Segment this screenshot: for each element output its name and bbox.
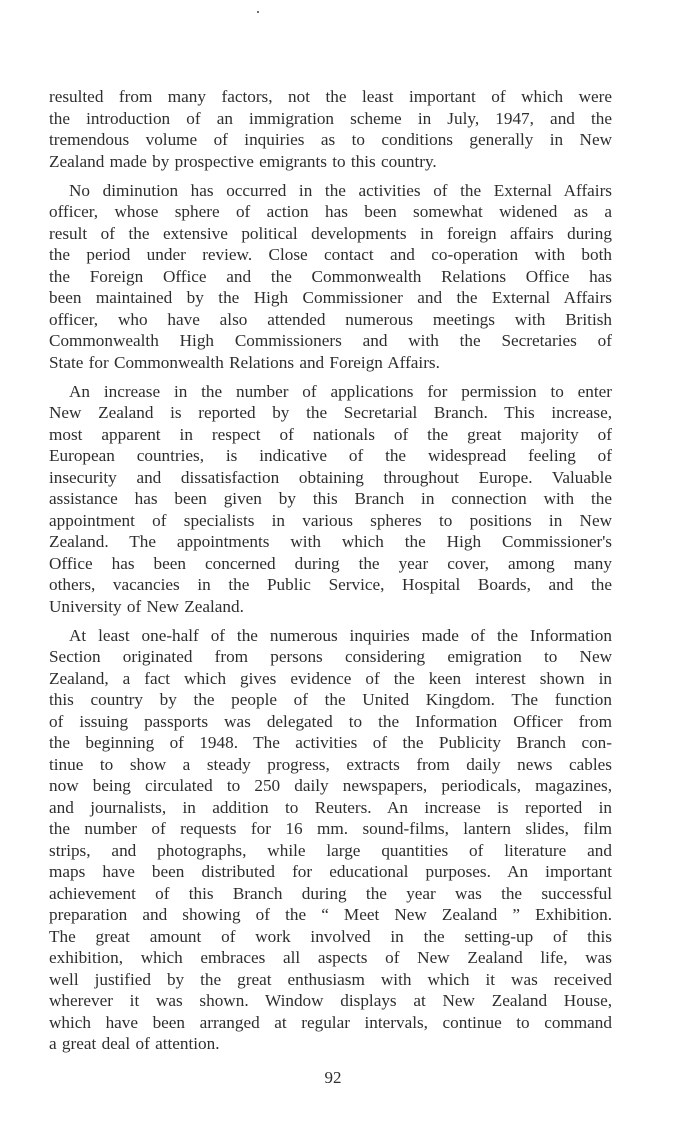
page-number-container: [0, 1068, 700, 1088]
text-line: most apparent in respect of nationals of the great majority of: [49, 424, 612, 444]
text-line: this country by the people of the United Kingdom. The function: [49, 690, 612, 709]
text-line: exhibition, which embraces all aspects of New Zealand life, was: [49, 948, 612, 967]
text-line: Section originated from persons considering emigration to New: [49, 647, 612, 666]
text-line: Zealand, a fact which gives evidence of the keen interest shown in: [49, 668, 612, 688]
text-line: which have been arranged at regular intervals, continue to command: [49, 1012, 612, 1032]
text-line: others, vacancies in the Public Service, Hospital Boards, and the: [49, 575, 612, 594]
paragraph: [49, 625, 612, 1055]
text-line: the Foreign Office and the Commonwealth Relations Office has: [49, 266, 612, 286]
scan-speck: [257, 11, 259, 13]
text-line: result of the extensive political developments in foreign affairs during: [49, 223, 612, 243]
page-number: 92: [324, 1068, 342, 1087]
text-line: now being circulated to 250 daily newspapers, periodicals, magazines,: [49, 776, 612, 795]
text-line: the number of requests for 16 mm. sound-films, lantern slides, film: [49, 819, 612, 838]
text-line: Commonwealth High Commissioners and with the Secretaries of: [49, 331, 612, 350]
text-line: appointment of specialists in various spheres to positions in New: [49, 510, 612, 530]
text-line: wherever it was shown. Window displays at New Zealand House,: [49, 991, 612, 1010]
paragraph: [49, 381, 612, 618]
text-line: a great deal of attention.: [49, 1034, 220, 1053]
text-line: resulted from many factors, not the least important of which were: [49, 87, 612, 106]
text-line: assistance has been given by this Branch in connection with the: [49, 489, 612, 508]
text-line: achievement of this Branch during the year was the successful: [49, 883, 612, 903]
text-line: Zealand. The appointments with which the High Commissioner's: [49, 532, 612, 551]
text-line: of issuing passports was delegated to the Information Officer from: [49, 711, 612, 731]
text-line: European countries, is indicative of the widespread feeling of: [49, 446, 612, 465]
text-line: An increase in the number of applications for permission to enter: [69, 381, 612, 401]
text-line: officer, who have also attended numerous meetings with British: [49, 309, 612, 329]
text-line: insecurity and dissatisfaction obtaining throughout Europe. Valuable: [49, 467, 612, 487]
text-line: Office has been concerned during the year cover, among many: [49, 553, 612, 573]
text-line: Zealand made by prospective emigrants to this country.: [49, 151, 437, 171]
text-line: officer, whose sphere of action has been somewhat widened as a: [49, 202, 612, 221]
text-line: New Zealand is reported by the Secretarial Branch. This increase,: [49, 403, 612, 422]
paragraph: [49, 180, 612, 374]
text-line: been maintained by the High Commissioner and the External Affairs: [49, 288, 612, 307]
text-line: University of New Zealand.: [49, 596, 244, 616]
text-line: well justified by the great enthusiasm with which it was received: [49, 969, 612, 989]
text-line: The great amount of work involved in the setting-up of this: [49, 926, 612, 946]
document-body: [49, 86, 612, 1062]
text-line: maps have been distributed for educational purposes. An important: [49, 862, 612, 881]
text-line: tinue to show a steady progress, extracts from daily news cables: [49, 754, 612, 774]
text-line: and journalists, in addition to Reuters. An increase is reported in: [49, 797, 612, 817]
text-line: No diminution has occurred in the activities of the External Affairs: [69, 180, 612, 200]
text-line: the period under review. Close contact and co-operation with both: [49, 245, 612, 264]
text-line: the beginning of 1948. The activities of the Publicity Branch con-: [49, 733, 612, 752]
text-line: strips, and photographs, while large quantities of literature and: [49, 840, 612, 860]
text-line: the introduction of an immigration scheme in July, 1947, and the: [49, 108, 612, 128]
paragraph: [49, 86, 612, 172]
text-line: tremendous volume of inquiries as to conditions generally in New: [49, 130, 612, 149]
text-line: preparation and showing of the “ Meet New Zealand ” Exhibition.: [49, 905, 612, 924]
text-line: At least one-half of the numerous inquiries made of the Information: [69, 625, 612, 645]
text-line: State for Commonwealth Relations and Foreign Affairs.: [49, 352, 440, 372]
